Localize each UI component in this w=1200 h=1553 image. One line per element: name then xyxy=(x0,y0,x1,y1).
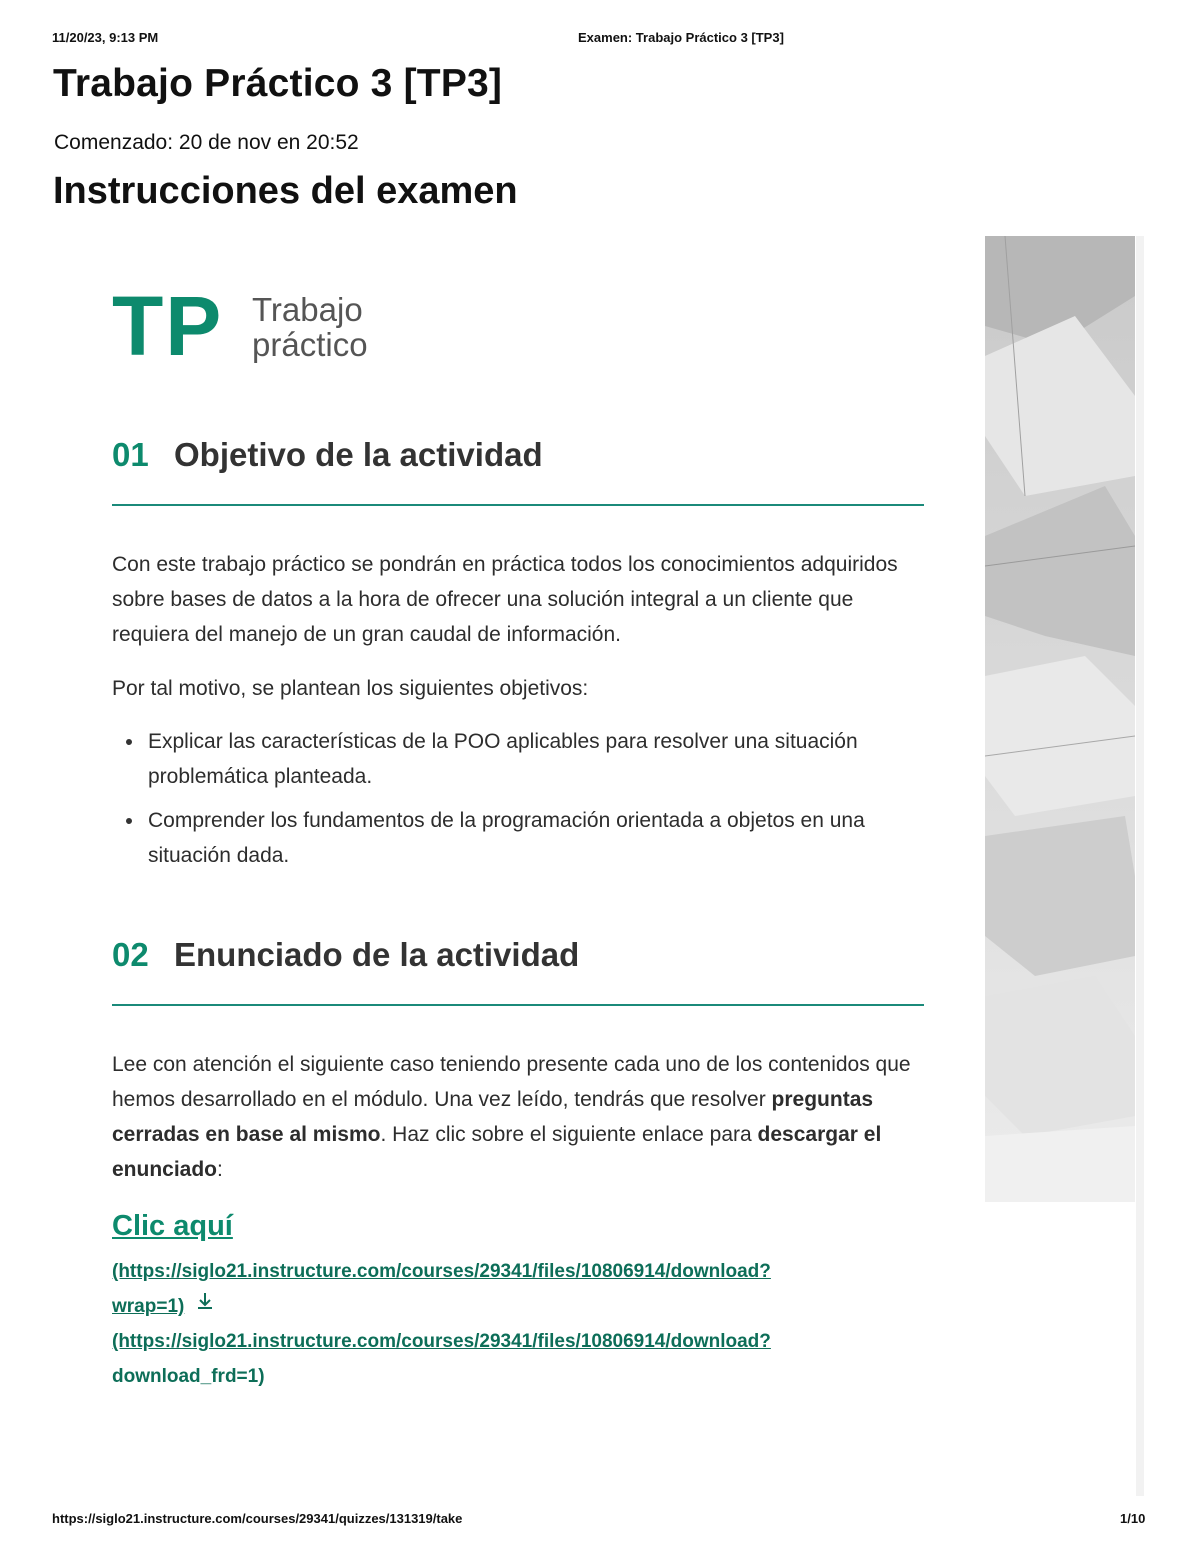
download-url-frd-link-end[interactable]: download_frd=1) xyxy=(112,1366,265,1388)
tp-logo-text xyxy=(252,292,368,362)
enunciado-bold-text: descargar el enunciado xyxy=(112,1123,882,1181)
scrollbar-track[interactable] xyxy=(1136,236,1144,1496)
enunciado-text: Lee con atención el siguiente caso teniendo presente cada uno de los contenidos que hemos desarrollado en el módulo. Una vez leído, tendrás que resolver xyxy=(112,1053,911,1111)
download-url-wrap-link-end[interactable]: wrap=1) xyxy=(112,1296,185,1317)
download-links xyxy=(112,1254,872,1394)
section-number: 01 xyxy=(112,436,149,473)
download-url-frd-link[interactable]: (https://siglo21.instructure.com/courses/29341/files/10806914/download? xyxy=(112,1331,771,1353)
enunciado-paragraph xyxy=(112,1047,932,1187)
section-title: Enunciado de la actividad xyxy=(174,936,580,973)
list-item xyxy=(112,724,932,794)
print-datetime: 11/20/23, 9:13 PM xyxy=(52,30,159,45)
print-doc-title: Examen: Trabajo Práctico 3 [TP3] xyxy=(578,30,784,45)
objetivo-paragraph: Con este trabajo práctico se pondrán en práctica todos los conocimientos adquiridos sobre bases de datos a la hora de ofrecer una solución integral a un cliente que requiera del manejo de un gran caudal de información. xyxy=(112,553,898,646)
download-icon[interactable] xyxy=(194,1289,216,1324)
objetivo-intro: Por tal motivo, se plantean los siguientes objetivos: xyxy=(112,677,589,700)
section-objetivo-heading xyxy=(112,436,543,474)
list-item xyxy=(112,803,932,873)
tp-logo-mark: TP xyxy=(112,279,224,373)
bullet-icon xyxy=(126,739,132,745)
bullet-icon xyxy=(126,818,132,824)
list-item-text: Explicar las características de la POO aplicables para resolver una situación problemática planteada. xyxy=(148,730,858,788)
instructions-heading: Instrucciones del examen xyxy=(53,170,518,212)
clic-aqui-link[interactable]: Clic aquí xyxy=(112,1210,233,1242)
enunciado-text: . Haz clic sobre el siguiente enlace para xyxy=(380,1123,758,1146)
objetivos-list xyxy=(112,724,932,882)
section-number: 02 xyxy=(112,936,149,973)
download-url-wrap-link[interactable]: (https://siglo21.instructure.com/courses/29341/files/10806914/download? xyxy=(112,1261,771,1282)
enunciado-bold-text: preguntas cerradas en base al mismo xyxy=(112,1088,874,1146)
page-title: Trabajo Práctico 3 [TP3] xyxy=(53,62,503,105)
list-item-text: Comprender los fundamentos de la programación orientada a objetos en una situación dada. xyxy=(148,809,865,867)
section-enunciado-heading xyxy=(112,936,579,974)
tp-logo-line2: práctico xyxy=(252,326,368,363)
tp-logo-line1: Trabajo xyxy=(252,291,363,328)
enunciado-text: : xyxy=(217,1158,223,1181)
section-divider xyxy=(112,504,924,506)
print-footer-url: https://siglo21.instructure.com/courses/29341/quizzes/131319/take xyxy=(52,1511,463,1526)
section-title: Objetivo de la actividad xyxy=(174,436,543,473)
started-timestamp: Comenzado: 20 de nov en 20:52 xyxy=(54,131,359,154)
decorative-architecture-image xyxy=(985,236,1135,1202)
section-divider xyxy=(112,1004,924,1006)
print-page-number: 1/10 xyxy=(1120,1511,1146,1526)
